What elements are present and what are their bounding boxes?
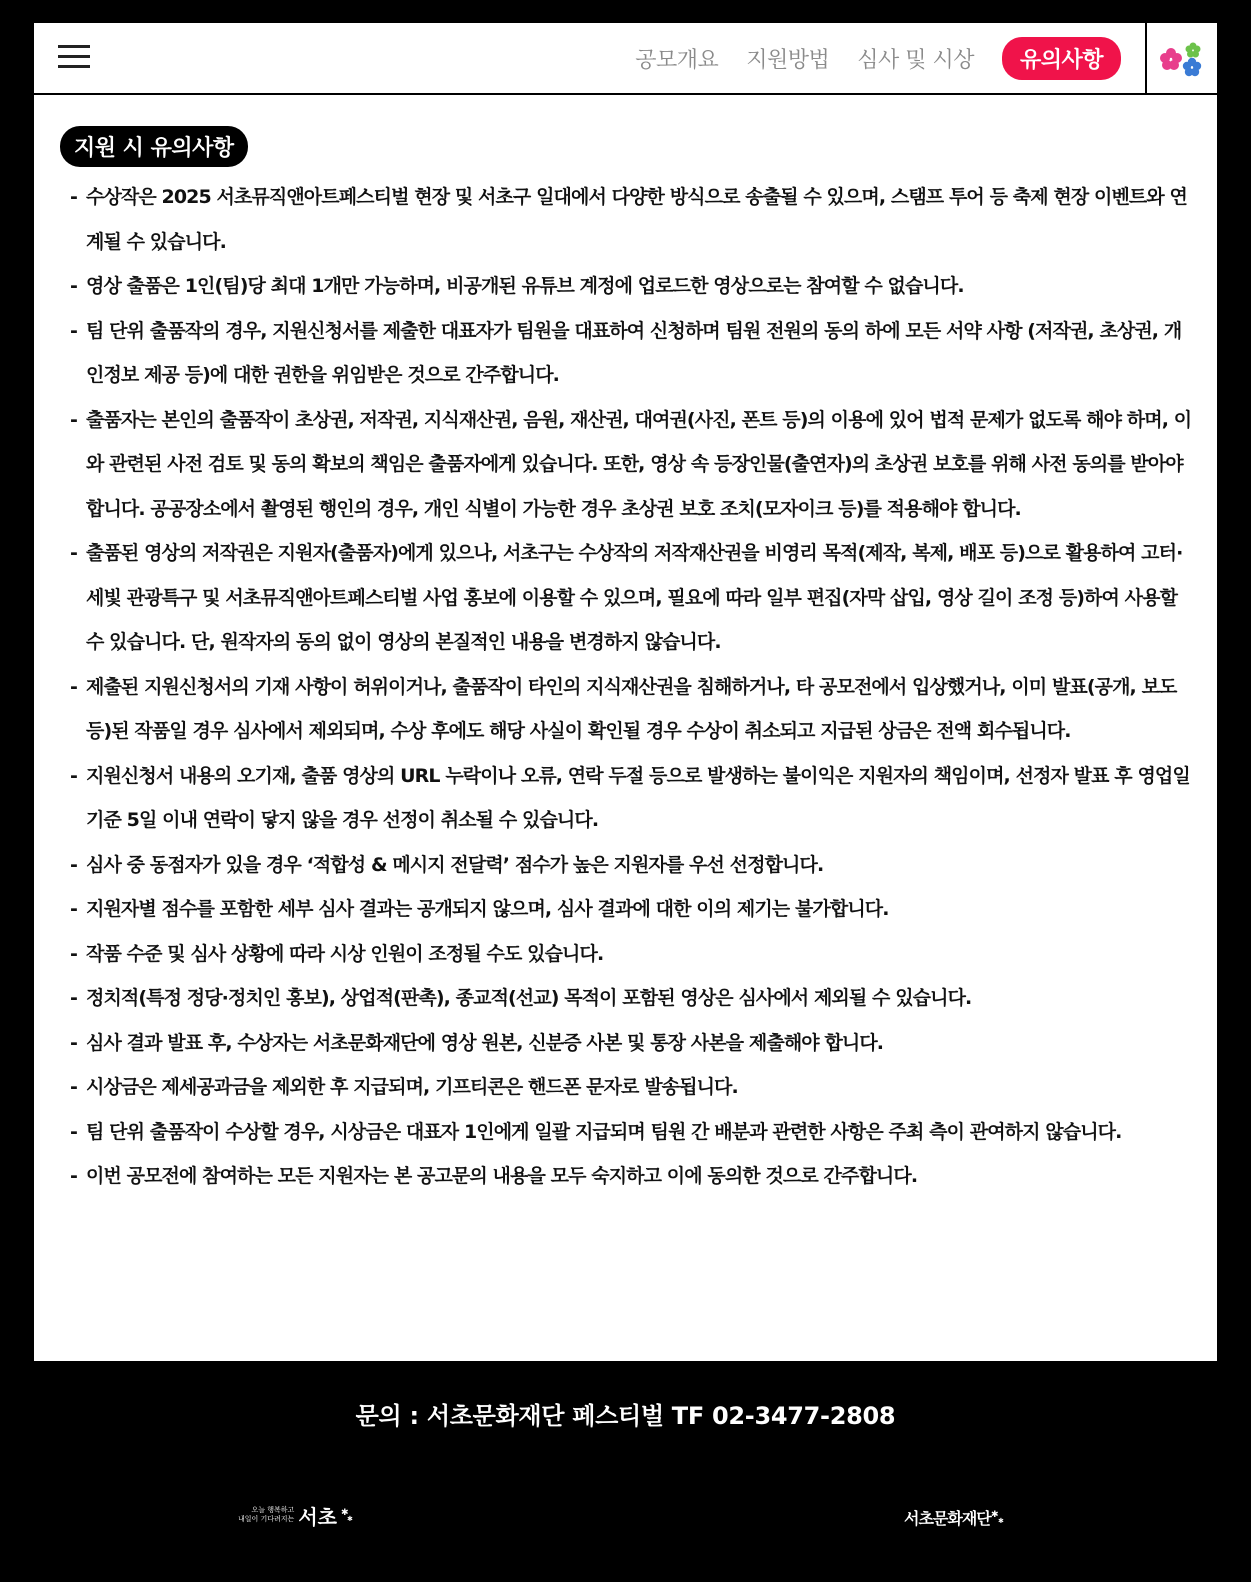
tab-overview[interactable]: 공모개요 <box>635 47 719 73</box>
svg-text:✱: ✱ <box>997 1517 1004 1525</box>
notice-item: - 출품자는 본인의 출품작이 초상권, 저작권, 지식재산권, 음원, 재산권, 대여권(사진, 폰트 등)의 이용에 있어 법적 문제가 없도록 해야 하며, 이와 관련된 사전 검토 및 동의 확보의 책임은 출품자에게 있습니다. 또한, 영상 속 등장인물(출연자)의 초상권 보호를 위해 사전 동의를 받아야 합니다. 공공장소에서 촬영된 행인의 경우, 개인 식별이 가능한 경우 초상권 보호 조치(모자이크 등)를 적용해야 합니다. <box>60 398 1200 532</box>
notice-section <box>60 126 1200 1199</box>
flower-logo-icon[interactable] <box>1145 23 1217 95</box>
notice-item: - 팀 단위 출품작이 수상할 경우, 시상금은 대표자 1인에게 일괄 지급되며 팀원 간 배분과 관련한 사항은 주최 측이 관여하지 않습니다. <box>60 1110 1200 1155</box>
notice-item: - 제출된 지원신청서의 기재 사항이 허위이거나, 출품작이 타인의 지식재산권을 침해하거나, 타 공모전에서 입상했거나, 이미 발표(공개, 보도 등)된 작품일 경우 심사에서 제외되며, 수상 후에도 해당 사실이 확인될 경우 수상이 취소되고 지급된 상금은 전액 회수됩니다. <box>60 665 1200 754</box>
logo-brand-text: 서초 <box>298 1504 337 1529</box>
tab-navigation <box>635 38 1121 78</box>
notice-item: - 시상금은 제세공과금을 제외한 후 지급되며, 기프티콘은 핸드폰 문자로 발송됩니다. <box>60 1065 1200 1110</box>
content-frame <box>33 22 1218 1362</box>
inquiry-contact: 문의 : 서초문화재단 페스티벌 TF 02-3477-2808 <box>355 1402 896 1430</box>
tab-precautions[interactable]: 유의사항 <box>1002 37 1121 80</box>
tab-judging-and-awards[interactable]: 심사 및 시상 <box>857 47 974 73</box>
hamburger-menu-icon[interactable] <box>58 43 90 71</box>
svg-text:✱: ✱ <box>346 1515 353 1523</box>
notice-item: - 지원신청서 내용의 오기재, 출품 영상의 URL 누락이나 오류, 연락 두절 등으로 발생하는 불이익은 지원자의 책임이며, 선정자 발표 후 영업일 기준 5일 이내 연락이 닿지 않을 경우 선정이 취소될 수 있습니다. <box>60 754 1200 843</box>
notice-item: - 심사 결과 발표 후, 수상자는 서초문화재단에 영상 원본, 신분증 사본 및 통장 사본을 제출해야 합니다. <box>60 1021 1200 1066</box>
star-icon <box>991 1509 1007 1525</box>
notice-item: - 정치적(특정 정당·정치인 홍보), 상업적(판촉), 종교적(선교) 목적이 포함된 영상은 심사에서 제외될 수 있습니다. <box>60 976 1200 1021</box>
seocho-district-logo <box>238 1497 355 1533</box>
notice-list <box>60 175 1200 1199</box>
notice-item: - 작품 수준 및 심사 상황에 따라 시상 인원이 조정될 수도 있습니다. <box>60 932 1200 977</box>
logo-brand-text: 서초문화재단 <box>904 1508 991 1528</box>
notice-item: - 출품된 영상의 저작권은 지원자(출품자)에게 있으나, 서초구는 수상작의 저작재산권을 비영리 목적(제작, 복제, 배포 등)으로 활용하여 고터·세빛 관광특구 및 서초뮤직앤아트페스티벌 사업 홍보에 이용할 수 있으며, 필요에 따라 일부 편집(자막 삽입, 영상 길이 조정 등)하여 사용할 수 있습니다. 단, 원작자의 동의 없이 영상의 본질적인 내용을 변경하지 않습니다. <box>60 531 1200 665</box>
logo-tagline: 오늘 행복하고 내일이 기다려지는 <box>238 1506 295 1523</box>
notice-item: - 심사 중 동점자가 있을 경우 ‘적합성 & 메시지 전달력’ 점수가 높은 지원자를 우선 선정합니다. <box>60 843 1200 888</box>
seocho-foundation-logo <box>904 1502 1007 1532</box>
top-navigation-bar <box>34 23 1217 95</box>
notice-item: - 팀 단위 출품작의 경우, 지원신청서를 제출한 대표자가 팀원을 대표하여 신청하며 팀원 전원의 동의 하에 모든 서약 사항 (저작권, 초상권, 개인정보 제공 등)에 대한 권한을 위임받은 것으로 간주합니다. <box>60 309 1200 398</box>
notice-item: - 이번 공모전에 참여하는 모든 지원자는 본 공고문의 내용을 모두 숙지하고 이에 동의한 것으로 간주합니다. <box>60 1154 1200 1199</box>
notice-item: - 수상작은 2025 서초뮤직앤아트페스티벌 현장 및 서초구 일대에서 다양한 방식으로 송출될 수 있으며, 스탬프 투어 등 축제 현장 이벤트와 연계될 수 있습니다. <box>60 175 1200 264</box>
section-title: 지원 시 유의사항 <box>60 126 248 167</box>
svg-text:✱: ✱ <box>990 1510 999 1520</box>
svg-text:✱: ✱ <box>340 1508 349 1518</box>
notice-item: - 지원자별 점수를 포함한 세부 심사 결과는 공개되지 않으며, 심사 결과에 대한 이의 제기는 불가합니다. <box>60 887 1200 932</box>
notice-item: - 영상 출품은 1인(팀)당 최대 1개만 가능하며, 비공개된 유튜브 계정에 업로드한 영상으로는 참여할 수 없습니다. <box>60 264 1200 309</box>
star-icon <box>341 1507 355 1523</box>
tab-how-to-apply[interactable]: 지원방법 <box>746 47 830 73</box>
